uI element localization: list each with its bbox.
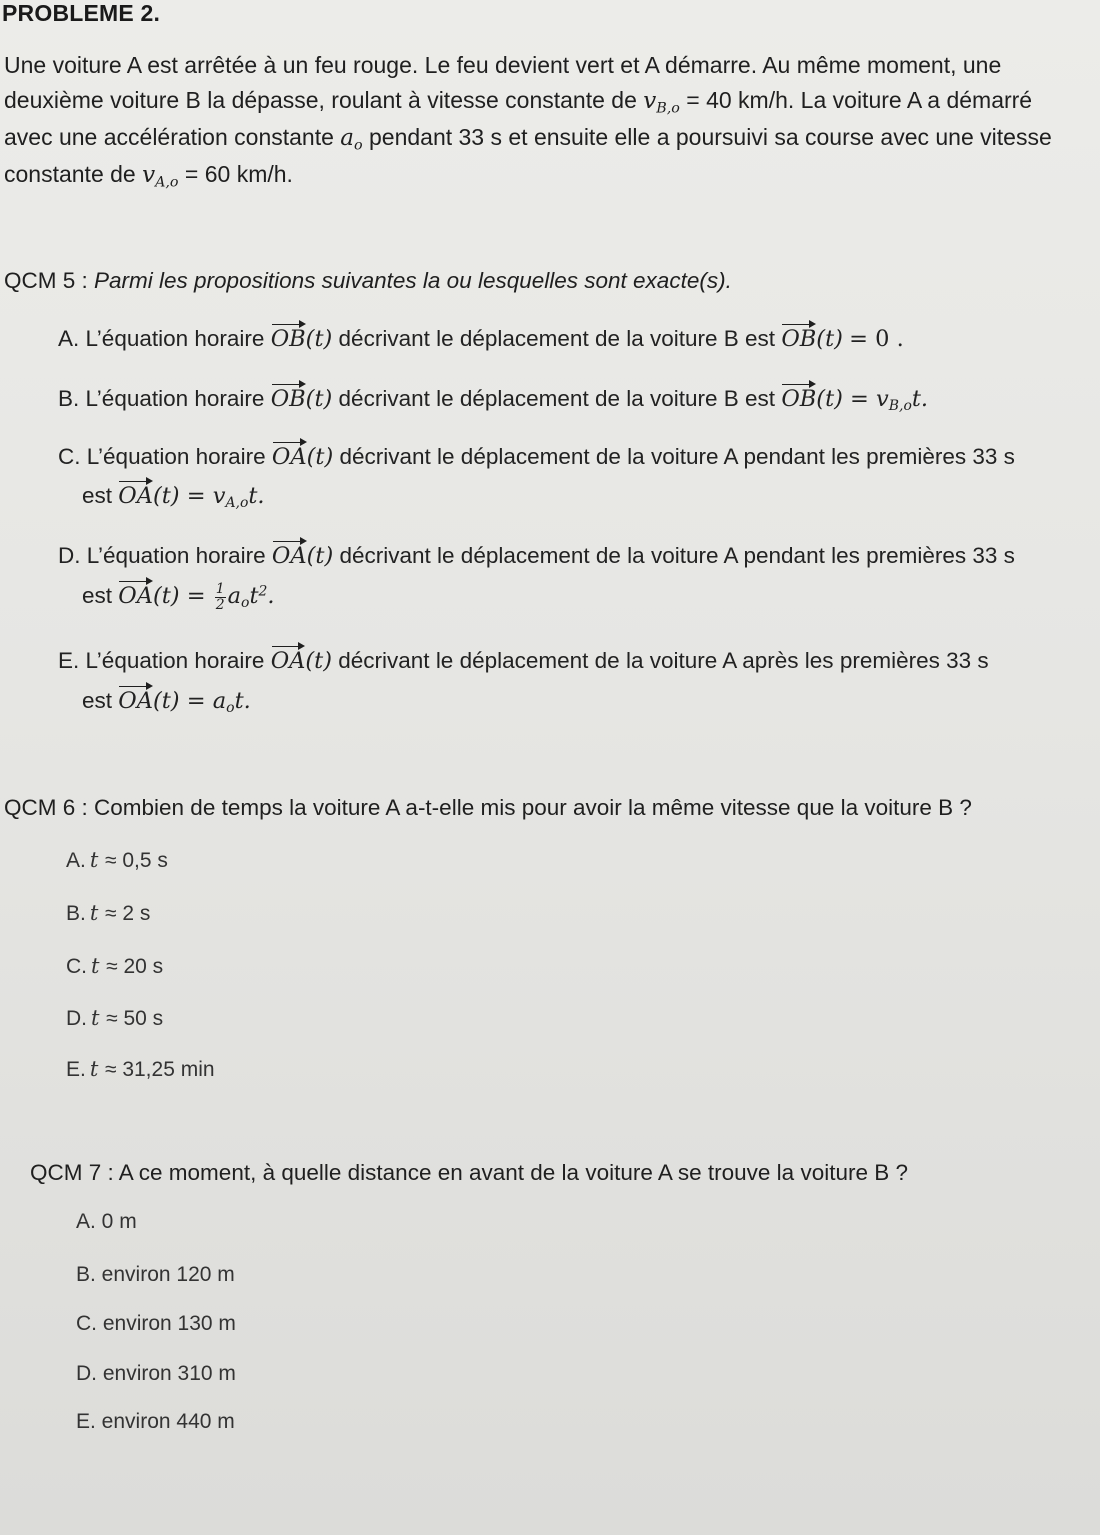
- vB-symbol: $v_{B,o}$: [643, 88, 680, 117]
- vector-OB-eq: OB(t): [781, 326, 843, 352]
- option-text: L’équation horaire: [85, 386, 265, 411]
- t-symbol: t: [89, 901, 105, 925]
- qcm6-option-b[interactable]: [66, 901, 150, 926]
- problem-line-2: [4, 87, 1032, 116]
- equation-c: $OA(t) = v_{A,o}t$.: [118, 483, 265, 512]
- problem-line-3-end: pendant 33 s et ensuite elle a poursuivi sa course avec une vitesse: [368, 124, 1052, 150]
- equation-e: $OA(t) = a_ot$.: [118, 688, 251, 717]
- option-label: A.: [58, 326, 80, 351]
- qcm6-option-d[interactable]: [66, 1006, 163, 1031]
- qcm6-option-e[interactable]: [66, 1057, 215, 1082]
- qcm5-option-c-eq: [82, 483, 265, 511]
- qcm6-question: QCM 6 : Combien de temps la voiture A a-t-elle mis pour avoir la même vitesse que la voiture B ?: [4, 795, 972, 820]
- qcm7-option-e[interactable]: E. environ 440 m: [76, 1410, 235, 1433]
- qcm7-option-b[interactable]: B. environ 120 m: [76, 1263, 235, 1286]
- problem-line-4-text: constante de: [4, 161, 136, 187]
- option-value: ≈ 20 s: [106, 955, 164, 978]
- qcm5-option-e[interactable]: [58, 648, 989, 674]
- option-text: L’équation horaire: [86, 543, 266, 568]
- option-est: est: [82, 583, 113, 609]
- qcm5-prefix: QCM 5 :: [4, 268, 95, 293]
- t-symbol: t: [91, 1006, 107, 1030]
- problem-line-2-text: deuxième voiture B la dépasse, roulant à vitesse constante de: [4, 87, 637, 113]
- qcm5-option-c[interactable]: [58, 444, 1015, 470]
- option-label: B.: [58, 386, 80, 411]
- a0-symbol: $a_o$: [340, 125, 363, 154]
- option-est: est: [82, 483, 113, 508]
- option-label: A.: [66, 849, 86, 872]
- option-label: C.: [66, 955, 87, 978]
- problem-line-3-text: avec une accélération constante: [4, 124, 334, 150]
- problem-line-3: [4, 124, 1052, 153]
- option-mid: décrivant le déplacement de la voiture B est: [338, 386, 776, 411]
- equation-d: OA(t) = $\frac{1}{2}$ $a_ot^2$.: [118, 581, 275, 613]
- qcm5-text: Parmi les propositions suivantes la ou lesquelles sont exacte(s).: [94, 268, 732, 293]
- option-mid: décrivant le déplacement de la voiture A pendant les premières 33 s: [339, 444, 1015, 469]
- qcm5-option-a[interactable]: [58, 326, 904, 352]
- qcm7-option-d[interactable]: D. environ 310 m: [76, 1362, 236, 1385]
- option-label: D.: [66, 1007, 87, 1030]
- problem-title: PROBLEME 2.: [2, 0, 161, 26]
- option-value: ≈ 50 s: [106, 1007, 164, 1030]
- t-symbol: t: [89, 848, 105, 872]
- qcm7-question: QCM 7 : A ce moment, à quelle distance en avant de la voiture A se trouve la voiture B ?: [30, 1160, 908, 1185]
- t-symbol: t: [91, 954, 107, 978]
- qcm5-option-d-eq: [82, 582, 275, 612]
- equation-b: $OB(t) = v_{B,o}t$.: [781, 386, 929, 415]
- option-mid: décrivant le déplacement de la voiture A après les premières 33 s: [338, 648, 989, 673]
- vector-OA: OA(t): [271, 543, 334, 569]
- vector-OB: OB(t): [270, 386, 333, 412]
- option-mid: décrivant le déplacement de la voiture B est: [338, 326, 776, 351]
- option-label: B.: [66, 902, 86, 925]
- vector-OA: OA(t): [270, 648, 332, 674]
- option-value: ≈ 0,5 s: [104, 849, 168, 872]
- qcm5-option-d[interactable]: [58, 543, 1015, 569]
- qcm7-option-a[interactable]: A. 0 m: [76, 1210, 137, 1233]
- option-label: D.: [58, 543, 81, 568]
- option-value: ≈ 2 s: [104, 902, 151, 925]
- problem-line-1: Une voiture A est arrêtée à un feu rouge. Le feu devient vert et A démarre. Au même moment, une: [4, 52, 1002, 78]
- option-mid: décrivant le déplacement de la voiture A pendant les premières 33 s: [339, 543, 1015, 568]
- problem-line-2-end: . La voiture A a démarré: [787, 87, 1033, 113]
- qcm5-option-e-eq: [82, 688, 251, 716]
- vector-OB: OB(t): [270, 326, 333, 352]
- option-label: E.: [66, 1058, 86, 1081]
- option-label: E.: [58, 648, 80, 673]
- option-text: L’équation horaire: [85, 648, 265, 673]
- option-text: L’équation horaire: [85, 326, 265, 351]
- option-eq: = 0 .: [849, 326, 904, 352]
- qcm6-option-c[interactable]: [66, 954, 163, 979]
- option-est: est: [82, 688, 113, 713]
- option-text: L’équation horaire: [86, 444, 266, 469]
- qcm5-question: [4, 268, 732, 294]
- qcm7-option-c[interactable]: C. environ 130 m: [76, 1312, 236, 1335]
- vector-OA: OA(t): [271, 444, 334, 470]
- vB-value: = 40 km/h: [686, 87, 788, 113]
- vA-value: = 60 km/h.: [184, 161, 293, 187]
- t-symbol: t: [89, 1057, 105, 1081]
- option-label: C.: [58, 444, 81, 469]
- vA-symbol: $v_{A,o}$: [142, 162, 179, 191]
- option-value: ≈ 31,25 min: [104, 1058, 215, 1081]
- qcm6-option-a[interactable]: [66, 848, 168, 873]
- problem-line-4: [4, 161, 293, 190]
- qcm5-option-b[interactable]: [58, 386, 928, 414]
